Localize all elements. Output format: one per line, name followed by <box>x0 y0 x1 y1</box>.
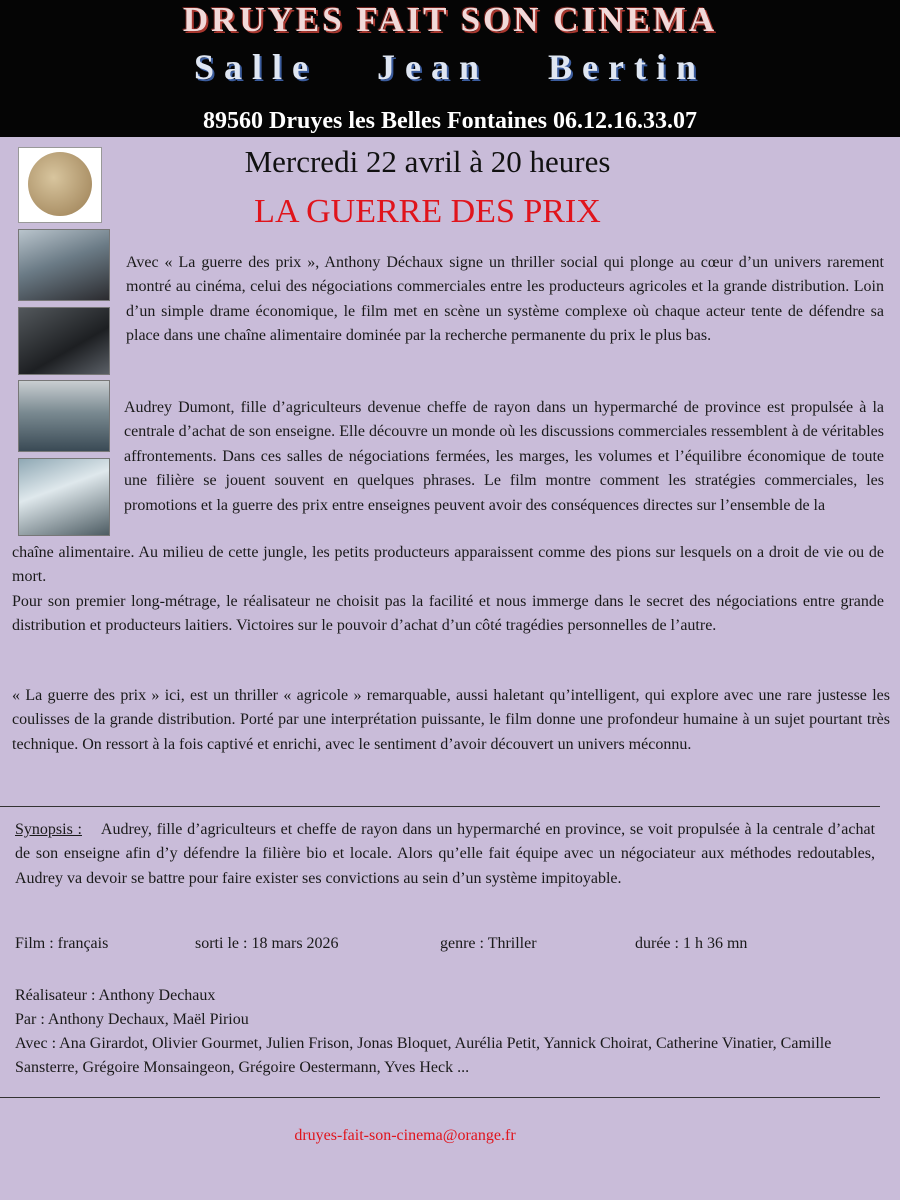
film-still-image <box>18 458 110 536</box>
film-still-image <box>18 229 110 301</box>
header-banner <box>0 0 900 137</box>
venue-name: Salle Jean Bertin <box>194 47 706 87</box>
film-duration: durée : 1 h 36 mn <box>635 935 748 952</box>
release-date: sorti le : 18 mars 2026 <box>195 935 339 952</box>
screening-date: Mercredi 22 avril à 20 heures <box>244 144 611 179</box>
film-genre: genre : Thriller <box>440 935 537 952</box>
film-still-image <box>18 380 110 452</box>
writers-credit: Par : Anthony Dechaux, Maël Piriou <box>15 1011 249 1028</box>
address-phone: 89560 Druyes les Belles Fontaines 06.12.16.33.07 <box>203 108 697 134</box>
intro-paragraph: Avec « La guerre des prix », Anthony Déchaux signe un thriller social qui plonge au cœur d’un univers rarement montré au cinéma, celui des négociations commerciales entre les producteurs agricoles et la grande distribution. Loin d’un simple drame économique, le film met en scène un système complexe où chaque acteur tente de défendre sa place dans une chaîne alimentaire dominée par la recherche permanente du prix le plus bas. <box>126 254 884 345</box>
contact-email[interactable]: druyes-fait-son-cinema@orange.fr <box>294 1127 516 1144</box>
director-paragraph: Pour son premier long-métrage, le réalisateur ne choisit pas la facilité et nous immerge dans le secret des négociations entre grande distribution et producteurs laitiers. Victoires sur le pouvoir d’achat d’un côté tragédies personnelles de l’autre. <box>12 593 884 635</box>
divider-line <box>0 1097 880 1098</box>
film-details <box>15 935 875 960</box>
film-title: LA GUERRE DES PRIX <box>254 193 601 230</box>
divider-line <box>0 806 880 807</box>
synopsis-label: Synopsis : <box>15 821 82 838</box>
story-paragraph: Audrey Dumont, fille d’agriculteurs devenue cheffe de rayon dans un hypermarché de province est propulsée à la centrale d’achat de son enseigne. Elle découvre un monde où les discussions commerciales ressemblent à de véritables affrontements. Dans ces salles de négociations fermées, les marges, les volumes et l’équilibre économique de toute une filière se jouent souvent en quelques phrases. Le film montre comment les stratégies commerciales, les promotions et la guerre des prix entre enseignes peuvent avoir des conséquences directes sur l’ensemble de la <box>124 399 884 514</box>
synopsis-block <box>15 818 875 891</box>
film-nationality: Film : français <box>15 935 109 952</box>
story-paragraph-end: chaîne alimentaire. Au milieu de cette jungle, les petits producteurs apparaissent comme des pions sur lesquels on a droit de vie ou de mort. <box>12 544 884 586</box>
review-paragraph: « La guerre des prix » ici, est un thriller « agricole » remarquable, aussi haletant qu’intelligent, qui explore avec une rare justesse les coulisses de la grande distribution. Porté par une interprétation puissante, le film donne une profondeur humaine à un sujet pourtant très technique. On ressort à la fois captivé et enrichi, avec le sentiment d’avoir découvert un univers méconnu. <box>12 687 890 753</box>
synopsis-text: Audrey, fille d’agriculteurs et cheffe de rayon dans un hypermarché en province, se voit propulsée à la centrale d’achat de son enseigne afin d’y défendre la filière bio et locale. Alors qu’elle fait équipe avec un négociateur aux méthodes redoutables, Audrey va devoir se battre pour faire exister ses convictions au sein d’un système impitoyable. <box>15 821 876 887</box>
cinema-title: DRUYES FAIT SON CINEMA <box>182 0 718 39</box>
director-credit: Réalisateur : Anthony Dechaux <box>15 987 216 1004</box>
film-still-image <box>18 307 110 375</box>
cast-credit: Avec : Ana Girardot, Olivier Gourmet, Julien Frison, Jonas Bloquet, Aurélia Petit, Yannick Choirat, Catherine Vinatier, Camille Sansterre, Grégoire Monsaingeon, Grégoire Oestermann, Yves Heck ... <box>15 1035 832 1077</box>
